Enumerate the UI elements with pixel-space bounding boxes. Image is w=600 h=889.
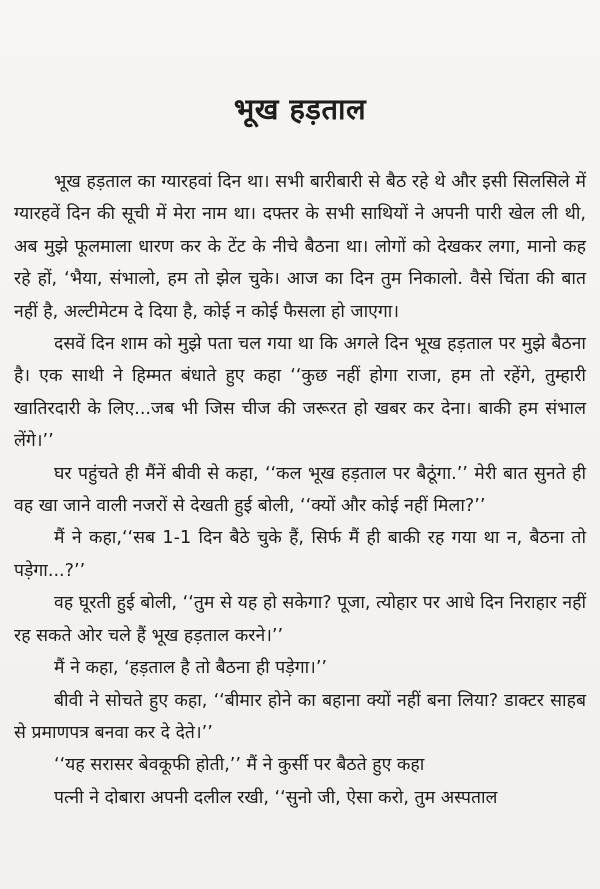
paragraph-8: ‘‘यह सरासर बेवकूफी होती,’’ मैं ने कुर्सी पर बैठते हुए कहा (54, 755, 425, 776)
page-title: भूख हड़ताल (233, 92, 367, 126)
paragraph-5: वह घूरती हुई बोली, ‘‘तुम से यह हो सकेगा? पूजा, त्योहार पर आधे दिन निराहार नहीं रह सकते ओर चले हैं भूख हड़ताल करने।’’ (14, 593, 586, 646)
paragraph-4: मैं ने कहा,‘‘सब 1-1 दिन बैठे चुके हैं, सिर्फ मैं ही बाकी रह गया था न, बैठना तो पड़ेगा...?’’ (14, 528, 586, 581)
paragraph-2: दसवें दिन शाम को मुझे पता चल गया था कि अगले दिन भूख हड़ताल पर मुझे बैठना है। एक साथी ने हिम्मत बंधाते हुए कहा ‘‘कुछ नहीं होगा राजा, हम तो रहेंगे, तुम्हारी खातिरदारी के लिए...जब भी जिस चीज की जरूरत हो खबर कर देना। बाकी हम संभाल लेंगे।’’ (14, 334, 586, 452)
paragraph-9: पत्नी ने दोबारा अपनी दलील रखी, ‘‘सुनो जी, ऐसा करो, तुम अस्पताल (54, 787, 498, 808)
body-text (14, 166, 586, 814)
paragraph-1: भूख हड़ताल का ग्यारहवां दिन था। सभी बारीबारी से बैठ रहे थे और इसी सिलसिले में ग्यारहवें दिन की सूची में मेरा नाम था। दफ्तर के सभी साथियों ने अपनी पारी खेल ली थी, अब मुझे फूलमाला धारण कर के टेंट के नीचे बैठना था। लोगों को देखकर लगा, मानो कह रहे हों, ‘भैया, संभालो, हम तो झेल चुके। आज का दिन तुम निकालो. वैसे चिंता की बात नहीं है, अल्टीमेटम दे दिया है, कोई न कोई फैसला हो जाएगा। (14, 172, 586, 322)
paragraph-7: बीवी ने सोचते हुए कहा, ‘‘बीमार होने का बहाना क्यों नहीं बना लिया? डाक्टर साहब से प्रमाणपत्र बनवा कर दे देते।’’ (14, 690, 586, 743)
paragraph-6: मैं ने कहा, ‘हड़ताल है तो बैठना ही पड़ेगा।’’ (54, 658, 328, 679)
paragraph-3: घर पहुंचते ही मैंनें बीवी से कहा, ‘‘कल भूख हड़ताल पर बैठूंगा.’’ मेरी बात सुनते ही वह खा जाने वाली नजरों से देखती हुई बोली, ‘‘क्यों और कोई नहीं मिला?’’ (14, 463, 586, 517)
